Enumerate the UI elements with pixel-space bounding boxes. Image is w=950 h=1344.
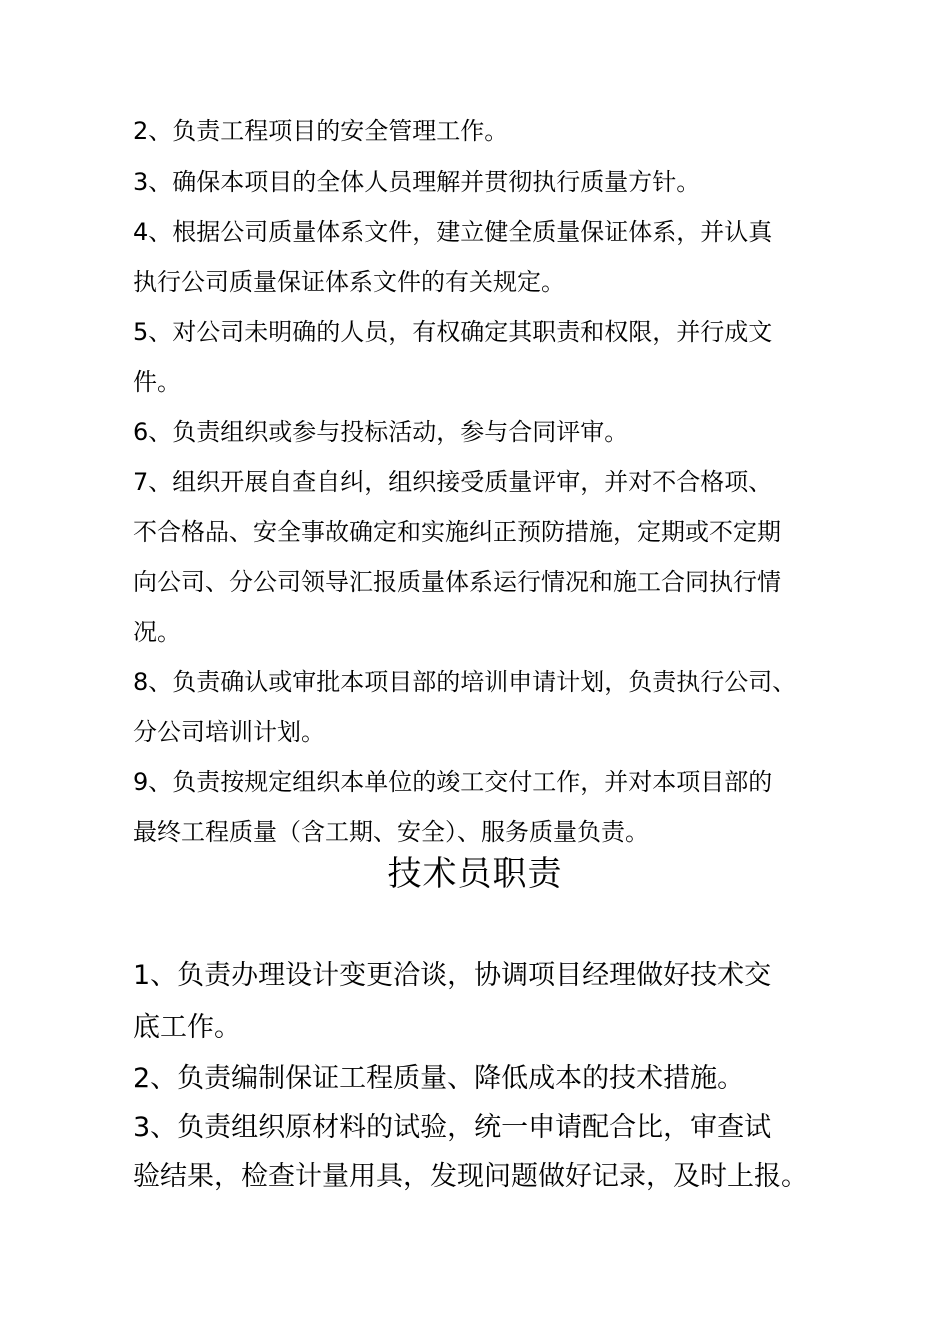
tech-duty-item-3: 3、负责组织原材料的试验，统一申请配合比，审查试 bbox=[133, 1112, 772, 1143]
duty-item-2: 2、负责工程项目的安全管理工作。 bbox=[133, 117, 509, 145]
duty-item-7-cont-3: 况。 bbox=[133, 618, 181, 646]
duty-item-9: 9、负责按规定组织本单位的竣工交付工作，并对本项目部的 bbox=[133, 768, 773, 796]
duty-item-9-cont: 最终工程质量（含工期、安全）、服务质量负责。 bbox=[133, 818, 649, 846]
duty-item-7-cont-1: 不合格品、安全事故确定和实施纠正预防措施，定期或不定期 bbox=[133, 518, 781, 546]
duty-item-6: 6、负责组织或参与投标活动，参与合同评审。 bbox=[133, 418, 629, 446]
tech-duty-item-3-cont: 验结果，检查计量用具，发现问题做好记录，及时上报。 bbox=[133, 1161, 808, 1192]
duty-item-7: 7、组织开展自查自纠，组织接受质量评审，并对不合格项、 bbox=[133, 468, 773, 496]
tech-duty-item-1: 1、负责办理设计变更洽谈，协调项目经理做好技术交 bbox=[133, 960, 772, 991]
duty-item-4-cont: 执行公司质量保证体系文件的有关规定。 bbox=[133, 268, 565, 296]
tech-duty-item-2: 2、负责编制保证工程质量、降低成本的技术措施。 bbox=[133, 1063, 745, 1094]
duty-item-5: 5、对公司未明确的人员，有权确定其职责和权限，并行成文 bbox=[133, 318, 773, 346]
duty-item-4: 4、根据公司质量体系文件，建立健全质量保证体系，并认真 bbox=[133, 218, 773, 246]
duty-item-8-cont: 分公司培训计划。 bbox=[133, 718, 325, 746]
section-title: 技术员职责 bbox=[387, 854, 563, 894]
tech-duty-item-1-cont: 底工作。 bbox=[133, 1012, 241, 1043]
duty-item-7-cont-2: 向公司、分公司领导汇报质量体系运行情况和施工合同执行情 bbox=[133, 568, 781, 596]
duty-item-5-cont: 件。 bbox=[133, 368, 181, 396]
duty-item-3: 3、确保本项目的全体人员理解并贯彻执行质量方针。 bbox=[133, 168, 701, 196]
duty-item-8: 8、负责确认或审批本项目部的培训申请计划，负责执行公司、 bbox=[133, 668, 797, 696]
